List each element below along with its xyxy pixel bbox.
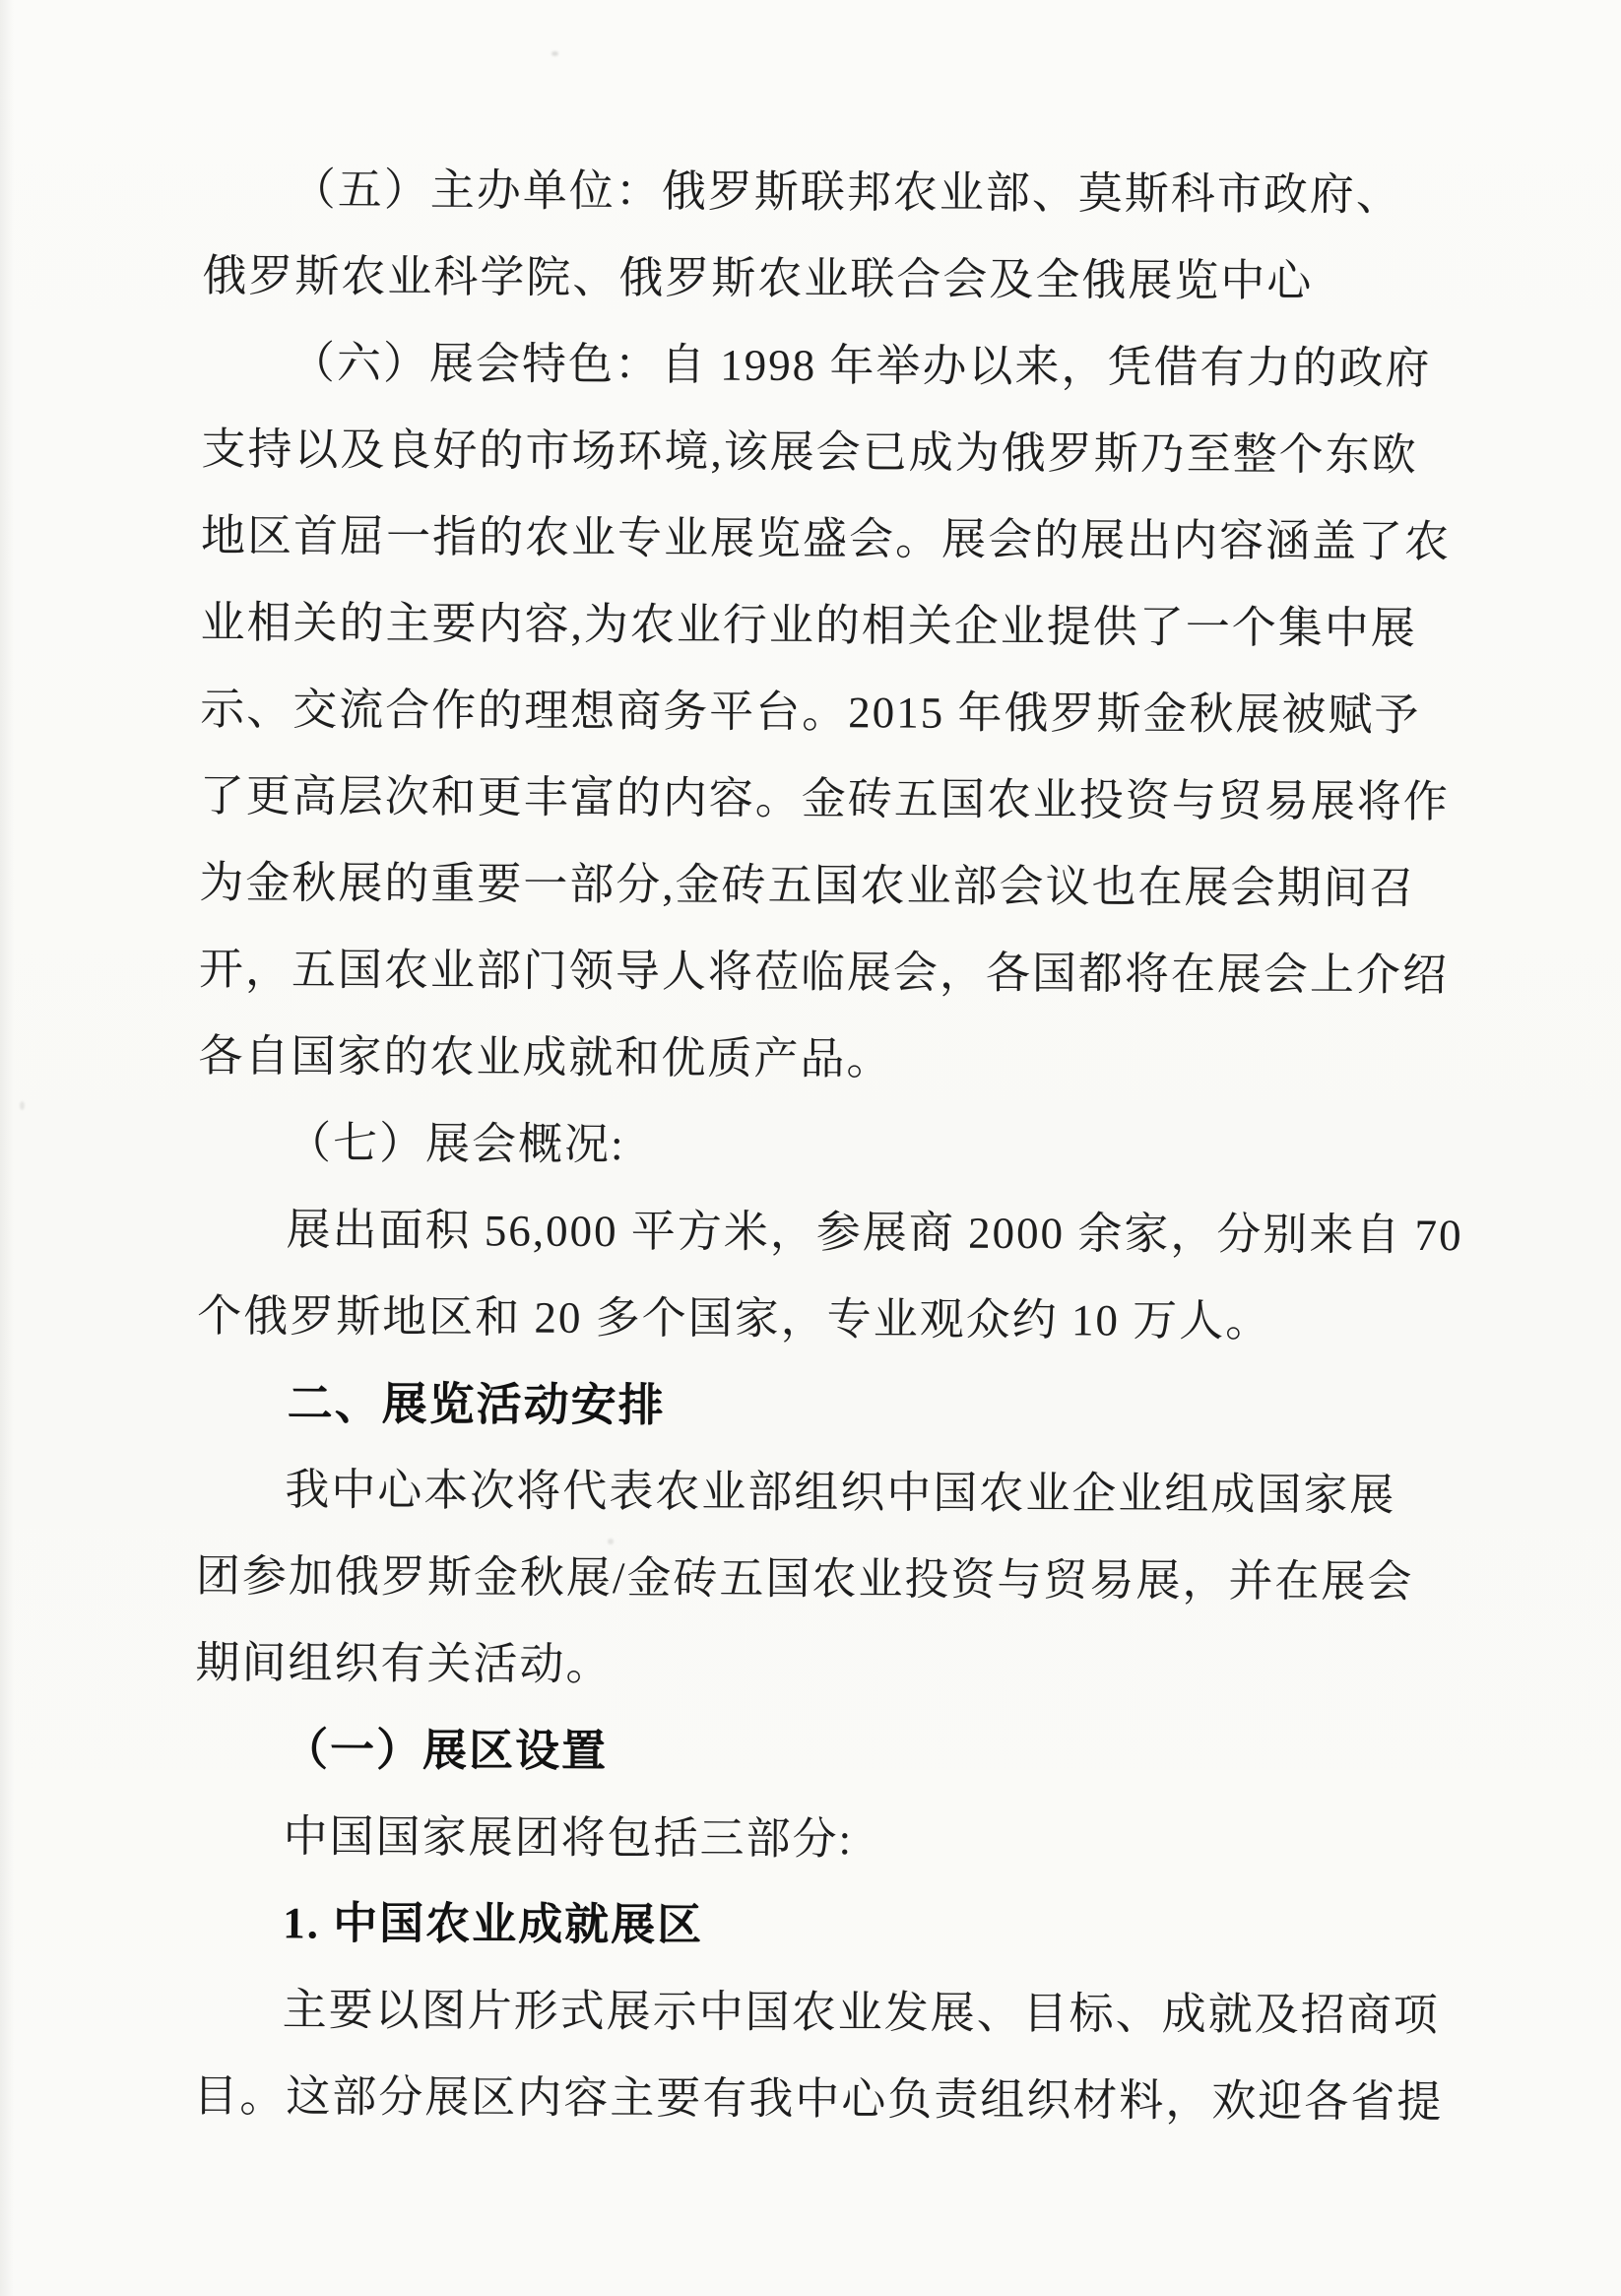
document-line: 开，五国农业部门领导人将莅临展会，各国都将在展会上介绍 [198,944,1450,1001]
document-line: 了更高层次和更丰富的内容。金砖五国农业投资与贸易展将作 [199,770,1450,827]
document-line: 目。这部分展区内容主要有我中心负责组织材料，欢迎各省提 [193,2070,1444,2128]
document-line: 个俄罗斯地区和 20 多个国家，专业观众约 10 万人。 [197,1290,1272,1346]
document-line: 主要以图片形式展示中国农业发展、目标、成就及招商项 [282,1985,1440,2041]
document-line: 我中心本次将代表农业部组织中国农业企业组成国家展 [285,1465,1396,1520]
document-line: 中国国家展团将包括三部分: [283,1811,854,1865]
section-heading: 1. 中国农业成就展区 [283,1898,704,1950]
document-line: 地区首屈一指的农业专业展览盛会。展会的展出内容涵盖了农 [200,510,1452,567]
document-line: 俄罗斯农业科学院、俄罗斯农业联合会及全俄展览中心 [202,250,1314,306]
document-body [193,146,1493,2145]
section-heading: （一）展区设置 [283,1725,609,1777]
document-line: 团参加俄罗斯金秋展/金砖五国农业投资与贸易展，并在展会 [195,1550,1414,1607]
document-line: 为金秋展的重要一部分,金砖五国农业部会议也在展会期间召 [199,857,1416,914]
document-line: 业相关的主要内容,为农业行业的相关企业提供了一个集中展 [200,597,1418,654]
scan-speck [551,51,558,56]
document-line: 支持以及良好的市场环境,该展会已成为俄罗斯乃至整个东欧 [201,424,1418,481]
section-heading: 二、展览活动安排 [287,1377,666,1431]
document-line: 各自国家的农业成就和优质产品。 [198,1030,893,1084]
document-line: 示、交流合作的理想商务平台。2015 年俄罗斯金秋展被赋予 [200,684,1421,741]
scan-speck [20,1101,25,1110]
document-line: 期间组织有关活动。 [195,1637,613,1690]
document-line: （五）主办单位：俄罗斯联邦农业部、莫斯科市政府、 [291,164,1402,220]
document-line: （七）展会概况: [286,1118,625,1170]
document-line: 展出面积 56,000 平方米，参展商 2000 余家，分别来自 70 [286,1205,1463,1261]
document-line: （六）展会特色：自 1998 年举办以来，凭借有力的政府 [290,338,1432,394]
